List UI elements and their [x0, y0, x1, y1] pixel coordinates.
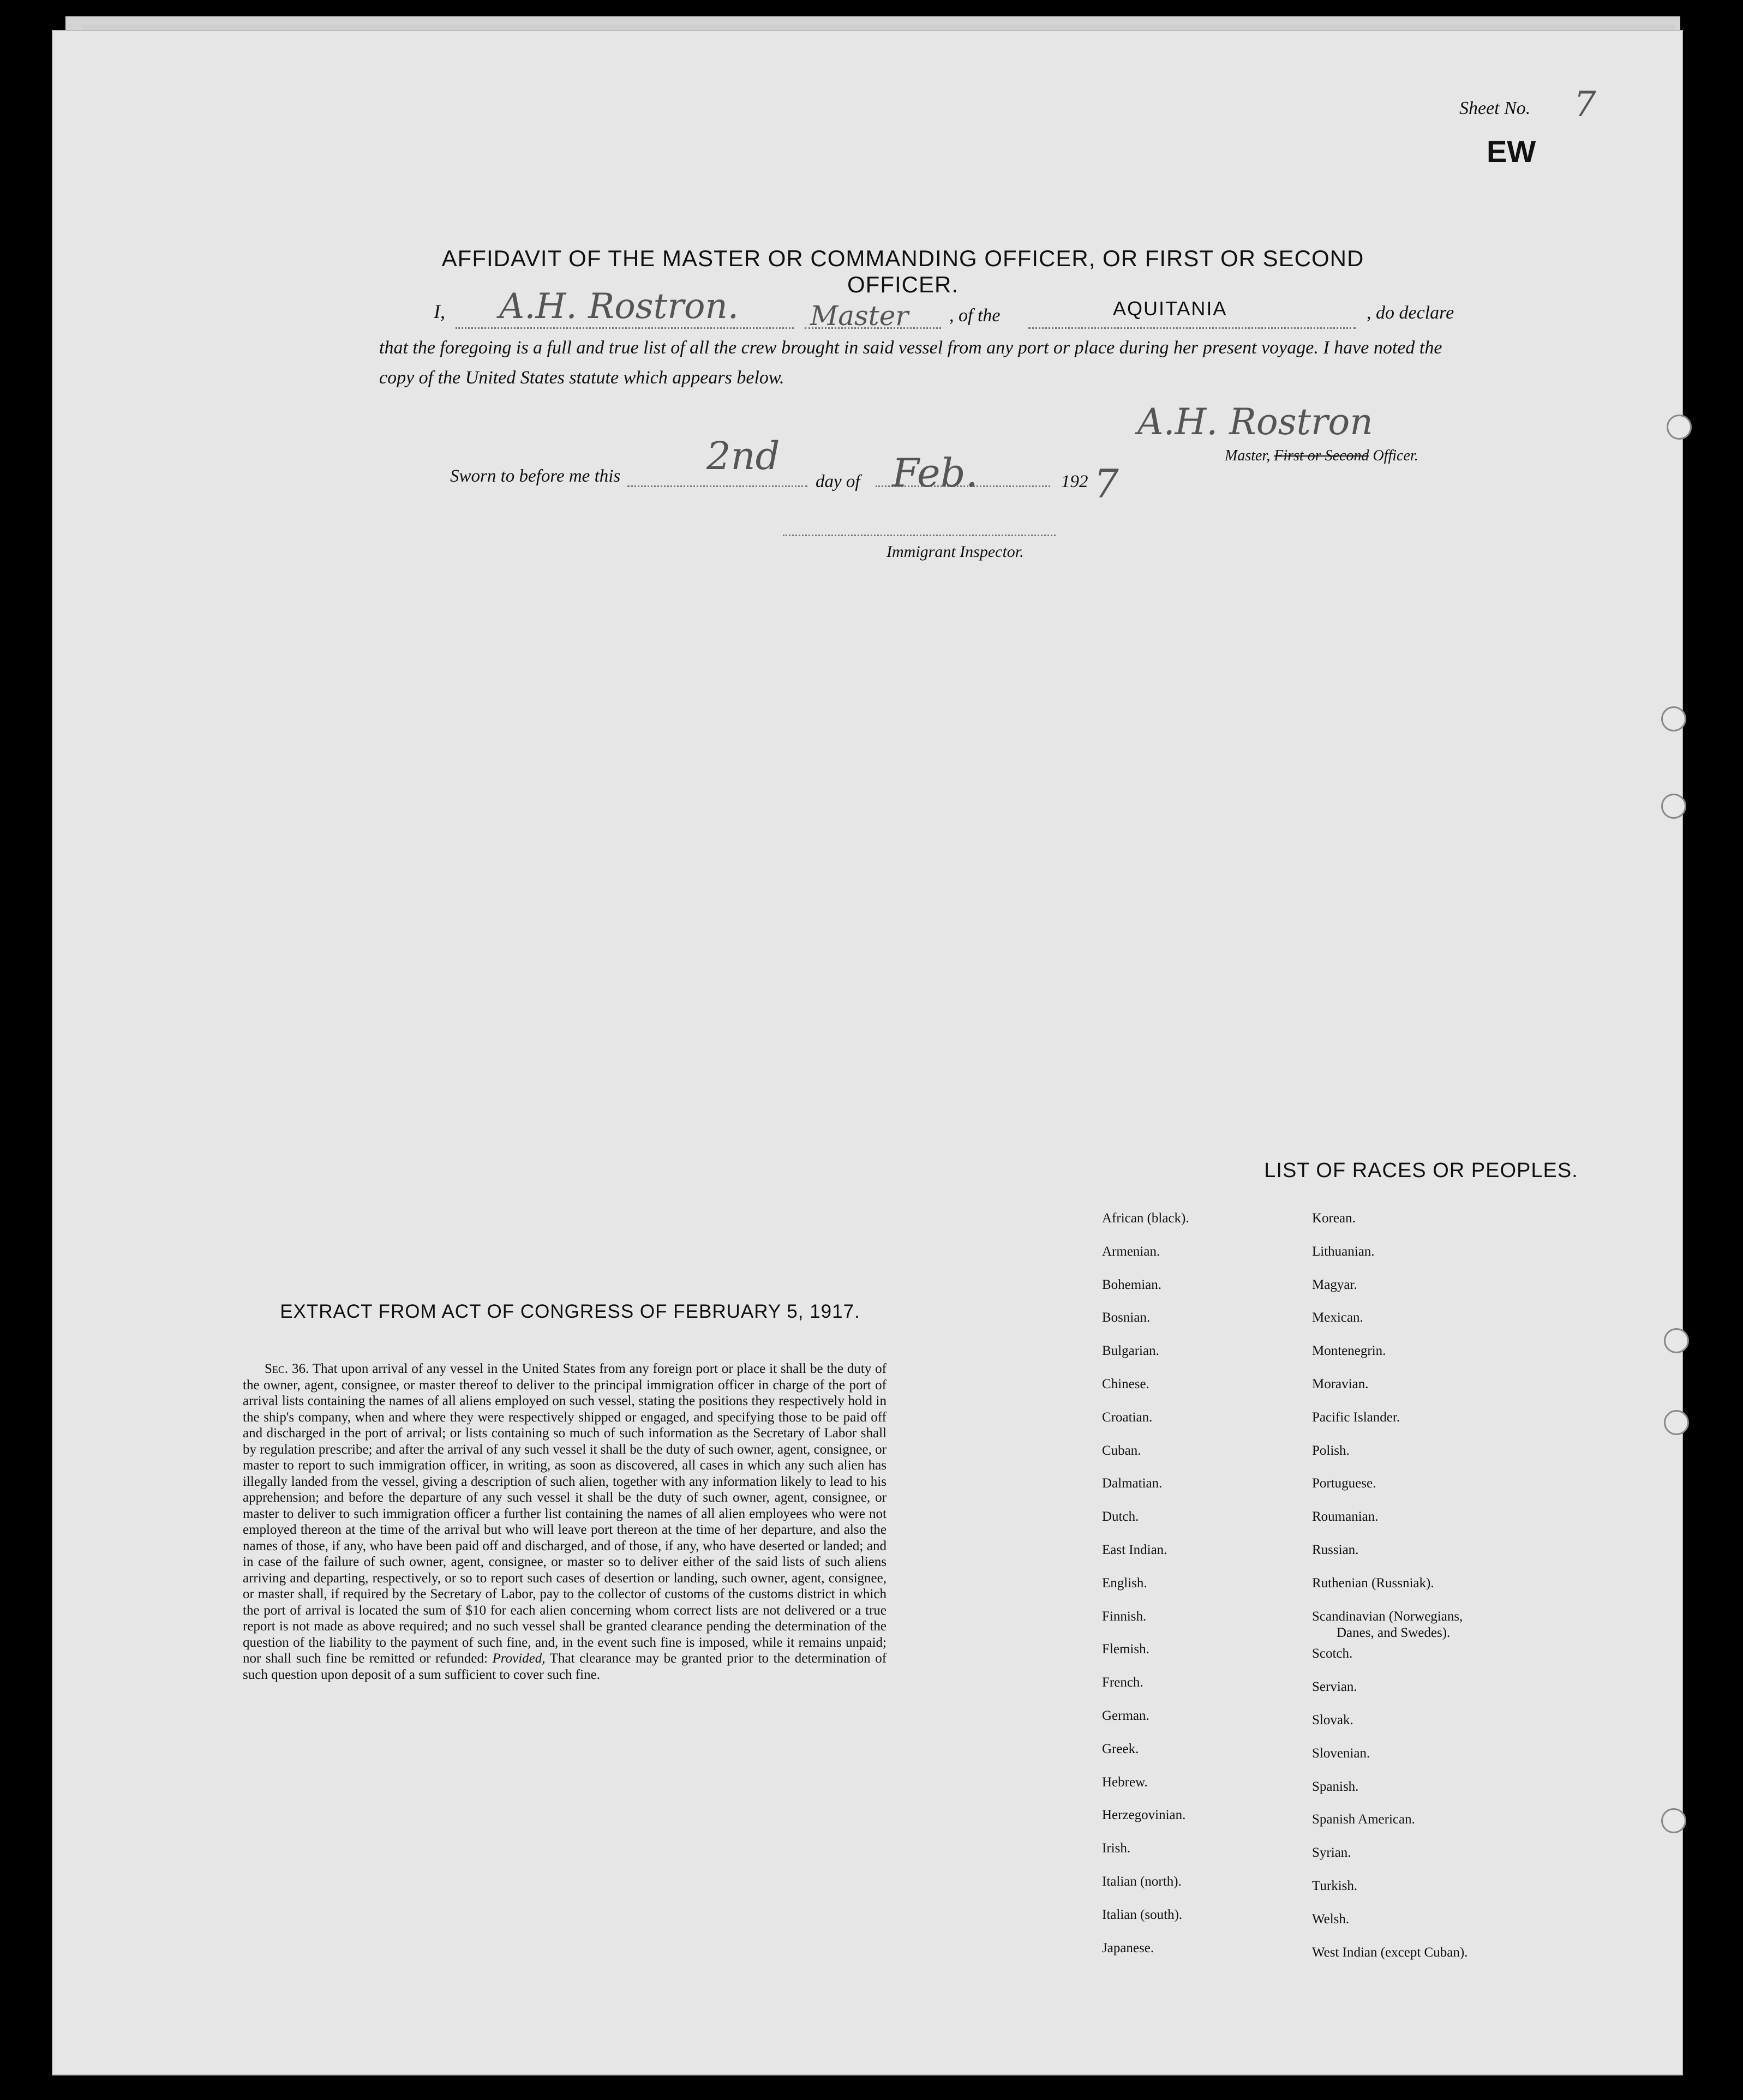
race-item: Bulgarian. [1102, 1343, 1159, 1359]
name-dotted-line [456, 327, 794, 329]
race-item: English. [1102, 1575, 1147, 1591]
vessel-dotted-line [1028, 327, 1356, 329]
inspector-signature-line [783, 535, 1056, 536]
race-item: Greek. [1102, 1741, 1139, 1756]
race-item: African (black). [1102, 1211, 1189, 1226]
race-item: Armenian. [1102, 1244, 1160, 1259]
race-item: Moravian. [1312, 1377, 1369, 1391]
master-officer-caption: Master, First or Second Officer. [1225, 447, 1418, 464]
race-item: Mexican. [1312, 1310, 1363, 1325]
race-item: Italian (south). [1102, 1907, 1183, 1922]
punch-hole [1664, 1410, 1689, 1435]
race-item: East Indian. [1102, 1543, 1167, 1557]
race-item: Montenegrin. [1312, 1343, 1386, 1359]
extract-text [243, 1361, 887, 1683]
race-item: Magyar. [1312, 1277, 1357, 1292]
race-item: Roumanian. [1312, 1509, 1379, 1525]
sworn-month-value: Feb. [892, 450, 978, 496]
year-prefix: 192 [1061, 472, 1088, 491]
race-item: Japanese. [1102, 1940, 1154, 1955]
of-the-label: , of the [949, 305, 1001, 326]
sheet-number-label: Sheet No. [1459, 98, 1531, 118]
race-item: West Indian (except Cuban). [1312, 1945, 1468, 1960]
master-signature-name: A.H. Rostron. [499, 286, 739, 327]
do-declare-label: , do declare [1367, 303, 1454, 323]
race-item: Hebrew. [1102, 1774, 1148, 1790]
race-item: Servian. [1312, 1679, 1357, 1695]
race-item: Portuguese. [1312, 1476, 1376, 1491]
race-item: Polish. [1312, 1443, 1350, 1458]
race-item: Scandinavian (Norwegians, [1312, 1609, 1463, 1624]
race-item: Finnish. [1102, 1609, 1147, 1624]
affidavit-declaration: that the foregoing is a full and true list of all the crew brought in said vessel from any port or place during her present voyage. I have noted the copy of the United States statute which appears below. [379, 338, 1442, 388]
rank-written: Master [810, 300, 909, 332]
punch-hole [1661, 706, 1686, 731]
race-item: Cuban. [1102, 1443, 1141, 1458]
punch-hole [1661, 1808, 1686, 1833]
race-item: Lithuanian. [1312, 1244, 1375, 1259]
race-item: French. [1102, 1675, 1143, 1690]
race-item: Flemish. [1102, 1642, 1149, 1657]
race-item: Korean. [1312, 1211, 1356, 1226]
extract-title: EXTRACT FROM ACT OF CONGRESS OF FEBRUARY 5, 1917. [280, 1301, 860, 1322]
extract-body-end: That clearance may be granted prior to the determination of such question upon deposit of a sum sufficient to cover such fine. [243, 1651, 887, 1682]
race-item: Dutch. [1102, 1509, 1139, 1525]
extract-body: That upon arrival of any vessel in the United States from any foreign port or place it shall be the duty of the owner, agent, consignee, or master thereof to deliver to the principal immigration officer in charge of the port of arrival lists containing the names of all aliens employed on such vessel, stating the positions they respectively hold in the ship's company, when and where they were respectively shipped or engaged, and specifying those to be paid off and discharged in the port of arrival; or lists containing so much of such information as the Secretary of Labor shall by regulation prescribe; and after the arrival of any such vessel it shall be the duty of such owner, agent, consignee, or master to report to such immigration officer, in writing, as soon as discovered, all cases in which any such alien has illegally landed from the vessel, giving a description of such alien, together with any information likely to lead to his apprehension; and before the departure of any such vessel it shall be the duty of such owner, agent, consignee, or master to deliver to such immigration officer a further list containing the names of all alien employees who were not employed thereon at the time of the arrival but who will leave port thereon at the time of her departure, and also the names of those, if any, who have been paid off and discharged, and of those, if any, who have deserted or landed; and in case of the failure of such owner, agent, consignee, or master so to deliver either of the said lists of such aliens arriving and departing, respectively, or so to report such cases of desertion or landing, such owner, agent, consignee, or master shall, if required by the Secretary of Labor, pay to the collector of customs of the customs district in which the port of arrival is located the sum of $10 for each alien concerning whom correct lists are not delivered or a true report is not made as above required; and no such vessel shall be granted clearance pending the determination of the question of the liability to the payment of such fine, and, in the event such fine is imposed, while it remains unpaid; nor shall such fine be remitted or refunded: [243, 1361, 887, 1666]
race-item: Ruthenian (Russniak). [1312, 1575, 1434, 1591]
sworn-label: Sworn to before me this [450, 466, 621, 486]
race-item: Dalmatian. [1102, 1476, 1163, 1491]
sworn-day-value: 2nd [706, 434, 780, 478]
race-item: Scotch. [1312, 1646, 1353, 1661]
affidavit-i-label: I, [434, 301, 445, 322]
race-item: Herzegovinian. [1102, 1808, 1186, 1823]
punch-hole [1661, 794, 1686, 819]
race-item: Irish. [1102, 1841, 1131, 1856]
day-of-label: day of [816, 472, 860, 491]
race-item: Croatian. [1102, 1409, 1153, 1425]
sheet-number-value: 7 [1574, 85, 1596, 125]
rank-dotted-line [805, 327, 941, 329]
race-item: German. [1102, 1708, 1149, 1723]
extract-provided: Provided, [492, 1651, 546, 1666]
race-item: Turkish. [1312, 1879, 1358, 1893]
race-item: Slovenian. [1312, 1745, 1370, 1761]
race-item: Syrian. [1312, 1845, 1351, 1861]
race-item: Slovak. [1312, 1713, 1353, 1727]
extract-section: Sec. 36. [265, 1361, 309, 1376]
punch-hole [1664, 1328, 1689, 1353]
year-suffix: 7 [1094, 461, 1119, 507]
affidavit-title: AFFIDAVIT OF THE MASTER OR COMMANDING OFFICER, OR FIRST OR SECOND OFFICER. [441, 245, 1364, 297]
master-signature-2: A.H. Rostron [1137, 401, 1373, 443]
race-item: Russian. [1312, 1543, 1359, 1557]
races-title: LIST OF RACES OR PEOPLES. [1264, 1159, 1578, 1182]
race-item: Welsh. [1312, 1911, 1350, 1927]
race-item: Danes, and Swedes). [1337, 1625, 1451, 1640]
inspector-label: Immigrant Inspector. [887, 543, 1024, 561]
sworn-day-line [627, 485, 807, 487]
punch-hole [1667, 415, 1692, 440]
race-item: Chinese. [1102, 1377, 1149, 1391]
race-item: Bohemian. [1102, 1277, 1162, 1292]
torn-heading-fragment: EW [1487, 134, 1536, 169]
race-item: Bosnian. [1102, 1310, 1151, 1325]
race-item: Spanish. [1312, 1779, 1359, 1794]
race-item: Pacific Islander. [1312, 1409, 1400, 1425]
vessel-name: AQUITANIA [1113, 297, 1227, 320]
race-item: Italian (north). [1102, 1874, 1182, 1889]
race-item: Spanish American. [1312, 1812, 1415, 1827]
document-page [52, 30, 1683, 2075]
